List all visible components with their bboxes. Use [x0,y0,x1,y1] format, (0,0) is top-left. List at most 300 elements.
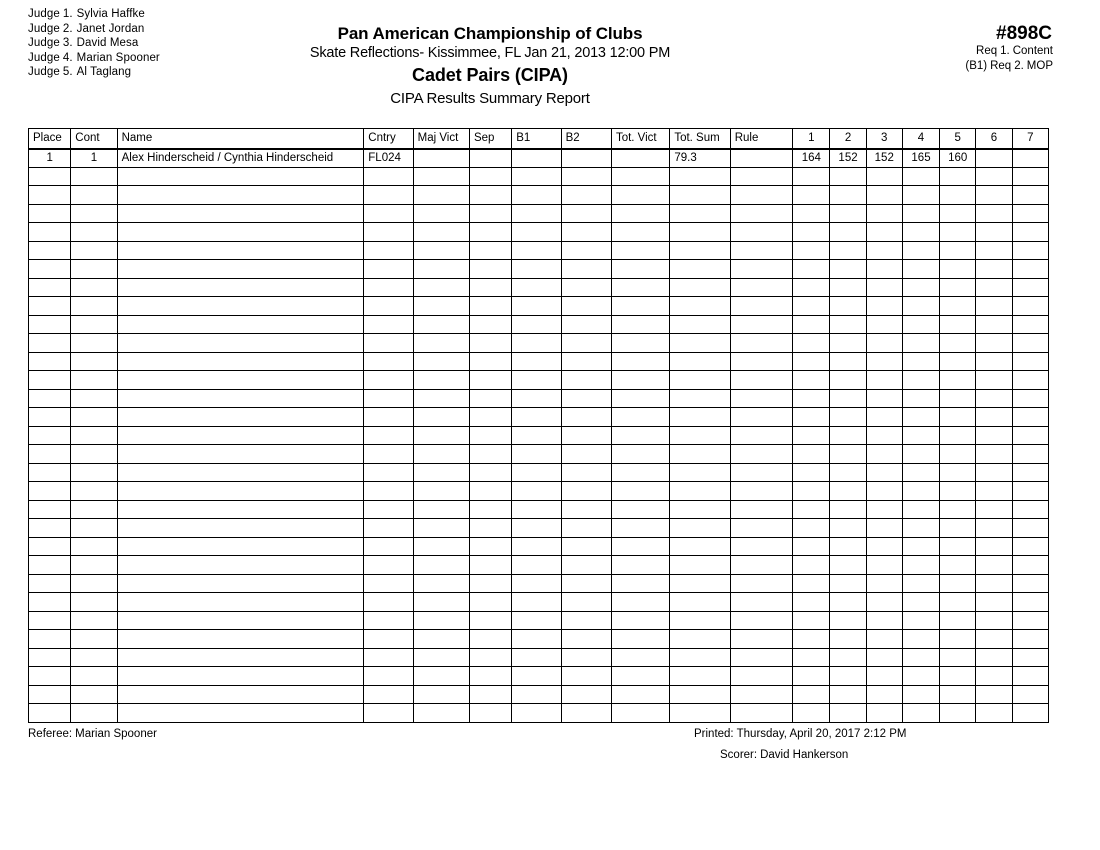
judge-name: Janet Jordan [76,22,145,35]
cell-empty [730,278,792,297]
cell-empty [793,574,830,593]
cell-empty [413,408,469,427]
cell-empty [71,537,117,556]
cell-empty [117,482,364,501]
cell-empty [561,315,611,334]
cell-empty [830,371,866,390]
table-row-empty [29,241,1049,260]
cell-empty [364,315,413,334]
cell-empty [29,463,71,482]
cell-empty [866,500,902,519]
cell-empty [117,519,364,538]
cell-empty [793,389,830,408]
cell-empty [469,352,511,371]
cell-empty [976,630,1012,649]
cell-empty [940,334,976,353]
cell-empty [730,574,792,593]
cell-empty [866,408,902,427]
cell-empty [413,389,469,408]
cell-empty [670,704,730,723]
cell-empty [413,315,469,334]
cell-empty [413,167,469,186]
cell-empty [730,408,792,427]
cell-empty [1012,260,1048,279]
cell-empty [940,445,976,464]
cell-empty [561,482,611,501]
cell-empty [670,537,730,556]
cell-empty [364,389,413,408]
cell-empty [117,297,364,316]
cell-empty [902,685,939,704]
cell-empty [1012,556,1048,575]
cell-empty [976,352,1012,371]
column-header: Name [117,129,364,149]
judge-label: Judge [28,51,60,64]
cell-empty [730,537,792,556]
cell-empty [117,167,364,186]
cell-empty [364,241,413,260]
cell-empty [611,519,669,538]
judge-label: Judge [28,66,60,79]
requirement-label: Req [990,59,1012,72]
cell-empty [561,704,611,723]
cell-empty [670,260,730,279]
event-number: #898C [996,23,1052,44]
cell-empty [469,611,511,630]
cell-empty [561,667,611,686]
cell-empty [866,278,902,297]
cell-empty [902,593,939,612]
cell-empty [976,463,1012,482]
cell-empty [730,167,792,186]
cell-empty [830,315,866,334]
cell-empty [830,500,866,519]
cell-empty [512,278,561,297]
column-header: Cont [71,129,117,149]
cell-empty [611,463,669,482]
cell-empty [71,223,117,242]
judge-name: Al Taglang [76,66,132,79]
cell-empty [730,241,792,260]
cell-empty [902,463,939,482]
cell-empty [670,334,730,353]
cell-empty [364,260,413,279]
cell-empty [940,463,976,482]
cell-empty [866,704,902,723]
cell-empty [611,204,669,223]
results-table-container [28,128,1049,723]
cell-empty [1012,482,1048,501]
cell-empty [469,278,511,297]
column-header: 2 [830,129,866,149]
cell-empty [902,186,939,205]
cell-empty [730,426,792,445]
cell-empty [71,334,117,353]
cell-empty [670,223,730,242]
cell-empty [1012,537,1048,556]
cell-empty [830,537,866,556]
judge-number: 1. [62,8,73,20]
cell-empty [940,278,976,297]
cell-empty [117,389,364,408]
cell-empty [561,186,611,205]
column-header: Place [29,129,71,149]
cell-empty [561,371,611,390]
cell-empty [1012,408,1048,427]
table-row-empty [29,186,1049,205]
cell-empty [364,519,413,538]
cell-empty [793,482,830,501]
cell-empty [71,186,117,205]
cell-empty [670,630,730,649]
cell-empty [117,241,364,260]
cell-empty [902,611,939,630]
cell-empty [611,315,669,334]
judge-row [28,7,160,22]
table-row-empty [29,371,1049,390]
cell-empty [793,500,830,519]
cell-empty [71,519,117,538]
cell-empty [469,704,511,723]
cell-empty [940,241,976,260]
judge-name: David Mesa [76,37,139,50]
cell-empty [902,371,939,390]
cell-empty [940,519,976,538]
cell-empty [866,241,902,260]
cell-empty [117,463,364,482]
cell-empty [71,371,117,390]
cell-empty [117,500,364,519]
cell-empty [866,556,902,575]
cell-empty [976,445,1012,464]
cell-empty [670,241,730,260]
cell-empty [413,667,469,686]
cell-empty [670,315,730,334]
cell-empty [1012,204,1048,223]
cell-empty [830,352,866,371]
cell-empty [830,574,866,593]
event-name: Cadet Pairs (CIPA) [412,65,568,85]
cell-empty [561,297,611,316]
cell-empty [611,704,669,723]
cell-empty [512,371,561,390]
cell-empty [902,408,939,427]
cell-empty [469,593,511,612]
cell-empty [670,352,730,371]
cell-empty [976,223,1012,242]
cell-empty [1012,463,1048,482]
cell-empty [512,704,561,723]
cell-empty [730,648,792,667]
cell-empty [730,611,792,630]
cell-empty [830,297,866,316]
cell-judge-2-score: 152 [830,149,866,168]
cell-empty [469,482,511,501]
column-header: 5 [940,129,976,149]
cell-judge-5-score: 160 [940,149,976,168]
cell-empty [866,315,902,334]
cell-empty [830,482,866,501]
column-header: Tot. Vict [611,129,669,149]
table-row-empty [29,445,1049,464]
cell-empty [902,260,939,279]
cell-empty [413,241,469,260]
scorer-line [720,749,848,761]
judge-name: Sylvia Haffke [76,8,145,20]
cell-empty [71,445,117,464]
cell-empty [611,260,669,279]
results-table [28,128,1049,723]
cell-empty [976,648,1012,667]
cell-empty [866,371,902,390]
cell-empty [976,315,1012,334]
cell-empty [902,278,939,297]
cell-empty [902,445,939,464]
cell-empty [561,241,611,260]
cell-empty [71,260,117,279]
cell-empty [902,426,939,445]
column-header: 4 [902,129,939,149]
cell-empty [730,352,792,371]
cell-empty [29,167,71,186]
cell-empty [730,260,792,279]
cell-empty [670,593,730,612]
event-location-date: Skate Reflections- Kissimmee, FL Jan 21, 2013 12:00 PM [309,45,671,61]
requirement-label: Req [976,45,998,57]
cell-empty [512,482,561,501]
cell-empty [29,426,71,445]
judge-label: Judge [28,8,60,20]
cell-empty [117,426,364,445]
cell-empty [117,278,364,297]
cell-empty [976,167,1012,186]
table-header-row [29,129,1049,149]
table-row-empty [29,463,1049,482]
cell-empty [117,556,364,575]
judge-number: 3. [62,37,73,50]
cell-empty [71,297,117,316]
cell-empty [793,315,830,334]
cell-empty [71,241,117,260]
cell-empty [1012,593,1048,612]
cell-empty [29,630,71,649]
cell-empty [364,334,413,353]
cell-empty [611,297,669,316]
cell-empty [902,537,939,556]
cell-empty [976,556,1012,575]
cell-empty [793,426,830,445]
cell-empty [866,334,902,353]
cell-empty [364,685,413,704]
cell-empty [793,408,830,427]
judge-number: 2. [62,22,73,35]
cell-empty [793,611,830,630]
cell-empty [793,630,830,649]
cell-empty [830,260,866,279]
cell-empty [830,186,866,205]
requirement-row [965,59,1053,74]
cell-empty [1012,297,1048,316]
column-header: Rule [730,129,792,149]
cell-empty [730,334,792,353]
cell-cntry: FL024 [364,149,413,168]
cell-empty [902,556,939,575]
cell-empty [866,297,902,316]
cell-empty [1012,648,1048,667]
cell-empty [670,574,730,593]
cell-empty [512,667,561,686]
cell-judge-1-score: 164 [793,149,830,168]
cell-empty [413,574,469,593]
cell-empty [364,574,413,593]
cell-empty [830,426,866,445]
cell-empty [976,186,1012,205]
cell-empty [469,204,511,223]
cell-empty [512,186,561,205]
table-row-empty [29,389,1049,408]
cell-empty [1012,667,1048,686]
cell-empty [364,223,413,242]
cell-empty [29,204,71,223]
cell-empty [413,685,469,704]
cell-empty [976,334,1012,353]
table-row-empty [29,648,1049,667]
cell-empty [793,204,830,223]
cell-empty [670,167,730,186]
cell-empty [469,630,511,649]
cell-empty [940,223,976,242]
cell-empty [29,297,71,316]
scorer-label: Scorer: [720,749,758,761]
cell-empty [561,593,611,612]
cell-empty [413,500,469,519]
cell-empty [830,556,866,575]
cell-empty [976,204,1012,223]
cell-empty [117,630,364,649]
cell-empty [830,704,866,723]
cell-empty [364,648,413,667]
cell-empty [940,556,976,575]
cell-sep [469,149,511,168]
cell-empty [866,426,902,445]
cell-empty [561,463,611,482]
cell-empty [117,334,364,353]
cell-empty [866,574,902,593]
cell-empty [611,667,669,686]
cell-empty [730,667,792,686]
cell-empty [611,186,669,205]
cell-empty [976,278,1012,297]
cell-empty [730,186,792,205]
cell-empty [561,537,611,556]
cell-empty [512,334,561,353]
cell-empty [29,648,71,667]
cell-empty [71,315,117,334]
table-row[interactable] [29,149,1049,168]
cell-empty [830,611,866,630]
page-title: Pan American Championship of Clubs [337,24,643,43]
cell-empty [940,574,976,593]
cell-empty [902,223,939,242]
cell-empty [793,537,830,556]
cell-empty [469,223,511,242]
cell-empty [866,186,902,205]
cell-empty [940,426,976,445]
cell-empty [364,167,413,186]
cell-empty [117,593,364,612]
cell-empty [512,685,561,704]
cell-empty [469,445,511,464]
cell-judge-6-score [976,149,1012,168]
printed-value: Thursday, April 20, 2017 2:12 PM [736,728,907,740]
cell-empty [866,445,902,464]
cell-empty [611,685,669,704]
cell-empty [976,593,1012,612]
cell-empty [830,445,866,464]
cell-empty [364,611,413,630]
cell-empty [29,371,71,390]
cell-maj-vict [413,149,469,168]
cell-empty [29,685,71,704]
table-row-empty [29,408,1049,427]
cell-empty [940,611,976,630]
cell-empty [561,204,611,223]
cell-empty [1012,574,1048,593]
judge-row [28,51,160,66]
cell-empty [71,278,117,297]
cell-empty [117,371,364,390]
referee-name: Marian Spooner [75,728,157,740]
requirement-prefix: (B1) [965,59,988,72]
cell-empty [512,260,561,279]
column-header: 7 [1012,129,1048,149]
cell-empty [71,667,117,686]
cell-empty [364,463,413,482]
table-row-empty [29,500,1049,519]
cell-empty [670,556,730,575]
cell-empty [117,223,364,242]
cell-empty [29,482,71,501]
cell-empty [611,445,669,464]
cell-empty [29,537,71,556]
table-header [29,129,1049,149]
cell-name: Alex Hinderscheid / Cynthia Hinderscheid [117,149,364,168]
cell-empty [413,482,469,501]
cell-empty [793,593,830,612]
cell-empty [902,519,939,538]
table-row-empty [29,223,1049,242]
cell-empty [611,574,669,593]
cell-empty [976,500,1012,519]
cell-empty [670,371,730,390]
cell-empty [730,445,792,464]
table-row-empty [29,204,1049,223]
cell-empty [413,260,469,279]
cell-empty [940,482,976,501]
cell-empty [730,463,792,482]
cell-empty [1012,500,1048,519]
referee-line [28,728,157,740]
cell-empty [413,278,469,297]
cell-empty [512,593,561,612]
cell-empty [866,667,902,686]
cell-empty [611,408,669,427]
table-row-empty [29,167,1049,186]
cell-empty [976,574,1012,593]
cell-empty [71,704,117,723]
cell-empty [1012,685,1048,704]
cell-empty [364,297,413,316]
